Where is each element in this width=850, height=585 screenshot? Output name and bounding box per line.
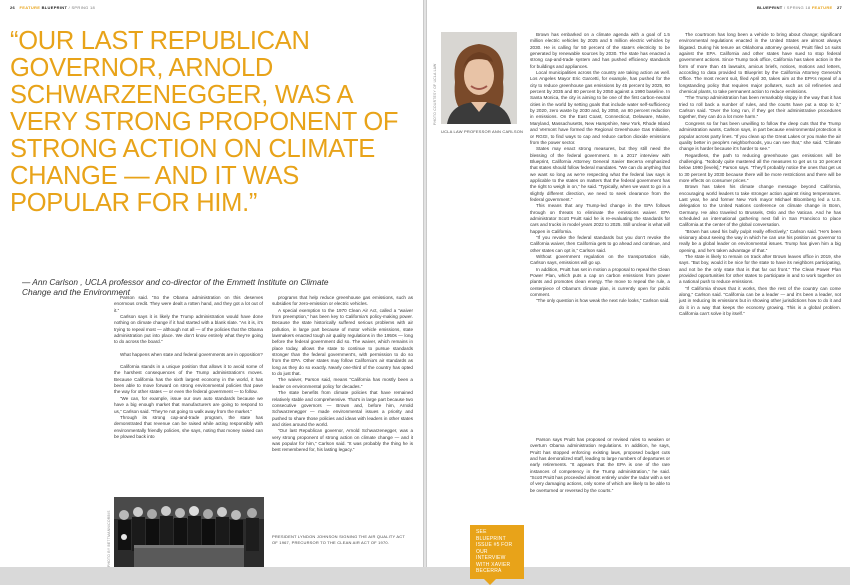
lbj-signing-photo <box>114 497 264 567</box>
body-paragraph: The courtroom has long been a vehicle to bring about change; significant environmental regulations enacted in the United States are almost always litigated. During his tenure as Oklahoma attorney general, Pruitt filed 14 suits against the EPA. California and other states have sued to stop federal government actions. Since Trump took office, California has taken action in the form of more than 45 lawsuits, amicus briefs, notices, motions and letters, according to data provided to Blueprint by the California Attorney General’s Office. The most recent suit, filed April 30, takes aim at the EPA’s repeal of a longstanding policy that requires major polluters, such as oil refineries and chemical plants, to take permanent action to reduce emissions. <box>679 32 841 95</box>
right-column-1 <box>530 32 670 305</box>
right-column-1-bottom <box>530 437 670 494</box>
body-paragraph: Parson says Pruitt has proposed or revised rules to weaken or overturn Obama administration regulations. In addition, he says, Pruitt has stopped enforcing existing laws, proposed budget cuts and has demoralized staff, leading to large numbers of departures or early retirements. “It appears that the EPA is one of the rare instances of competency in the Trump administration,” he said. “Scott Pruitt has proceeded almost entirely under the radar with a set of very damaging actions, only some of which are likely to be able to be overturned or reversed by the courts.” <box>530 437 670 493</box>
left-page <box>0 0 423 567</box>
right-publication-name: BLUEPRINT <box>756 5 783 10</box>
body-paragraph: A special exemption to the 1970 Clean Air Act, called a “waiver from preemption,” has been key to California’s policy-making power. Because the state historically suffered serious problems with air pollution, in large part because of motor vehicle emissions, state lawmakers enacted tough air quality regulations in the 1950s — long before the federal government did so. The waiver, which remains in place today, allows the state to continue to pursue standards stronger than the federal government’s, with permission to do so from the EPA. Other states may follow California’s air standards as long as they do so exactly. Nearly one-third of the country has opted to do just that. <box>272 307 413 377</box>
body-paragraph: “The only question is how weak the next rule looks,” Carlson said. <box>536 298 670 304</box>
body-paragraph: Parson said. “So the Obama administration on this deserves enormous credit. They were dealt a rotten hand, and they got a lot out of it.” <box>114 295 263 313</box>
lbj-photo-credit: PHOTO BY BETTMANN/CORBIS <box>107 510 111 567</box>
body-paragraph: “Our last Republican governor, Arnold Schwarzenegger, was a very strong proponent of strong action on climate change — and it was popular for him,” Carlson said. “It was probably the thing he is best remembered for, his lasting legacy.” <box>272 428 413 453</box>
body-paragraph: Brown has taken his climate change message beyond California, encouraging world leaders to take stronger action against rising temperatures. Last year, he and former New York mayor Michael Bloomberg led a U.S. delegation to the United Nations conference on climate change in Bonn, Germany. He also traveled to Brussels, Oslo and the Vatican. And he has scheduled an international gathering next fall in San Francisco to place California at the center of the global conversation. <box>679 184 841 228</box>
body-paragraph: This means that any Trump-led change in the EPA follows through on threats to eliminate the emissions waiver. EPA administrator Scott Pruitt said he is re-evaluating the standards for cars and trucks in model years 2022 to 2025. Still unclear is what will happen in California. <box>530 203 670 234</box>
body-paragraph: “Brown has used his bully pulpit really effectively,” Carlson said. “He’s been visionary about seeing the way in which he can use his position as governor to really be a global leader on environmental issues. Trump has given him a big opening, and he’s taken advantage of that.” <box>679 228 841 253</box>
body-paragraph: What happens when state and federal governments are in opposition? <box>120 351 263 357</box>
body-paragraph: “We can, for example, issue our own auto standards because we have a big enough market that manufacturers are going to respond to us,” Carlson said. “They’re not going to walk away from the market.” <box>114 395 263 414</box>
body-paragraph: In addition, Pruitt has set in motion a proposal to repeal the Clean Power Plan, which puts a cap on carbon emissions from power plants and promotes clean energy. The move to repeal the rule, a centerpiece of Obama’s climate plan, is currently open for public comment. <box>530 266 670 298</box>
left-issue-label: / SPRING 18 <box>68 5 96 10</box>
body-paragraph: Regardless, the path to reducing greenhouse gas emissions will be challenging. “Nobody quite mastered all the measures to get us to 10 percent below 1990 [levels],” Parson says. “They’ll probably notice the ones that get us to 30 percent by 2030 because there will be more restrictions and there will be more effects on consumer prices.” <box>679 152 841 183</box>
body-paragraph: The waiver, Parson said, means “California has mostly been a leader on environmental policy for decades.” <box>272 377 413 389</box>
body-paragraph: The state benefits from climate policies that have remained relatively stable and comprehensive. That’s in large part because two consecutive governors — Brown and, before him, Arnold Schwarzenegger — made environmental issues a priority and pushed to share those policies and ideas with leaders in other states and cities around the world. <box>272 390 413 427</box>
portrait-illustration <box>441 32 517 124</box>
body-paragraph: Brown has embarked on a climate agenda with a goal of 1.5 million electric vehicles by 2025 and 5 million electric vehicles by 2030. He is calling for 50 percent of the state’s electricity to be generated by renewable sources by 2030. The state has enacted a strong cap-and-trade system and has pushed efficiency standards for buildings and appliances. <box>530 32 670 69</box>
body-paragraph: programs that help reduce greenhouse gas emissions, such as subsidies for zero-emission or electric vehicles. <box>272 295 413 307</box>
left-page-number: 26 <box>10 5 16 10</box>
left-running-header <box>10 5 95 10</box>
left-column-2 <box>272 295 413 454</box>
body-paragraph: Without government regulation on the transportation side, Carlson says, emissions will go up. <box>530 254 670 266</box>
body-paragraph: “The Trump administration has been remarkably sloppy in the way that it has tried to roll back a number of rules, and the courts have put a stop to it,” Carlson said. “Over the long run, if they get their administrative procedures together, they can do a lot more harm.” <box>679 95 841 120</box>
body-paragraph: The state is likely to remain on track after Brown leaves office in 2019, she says. “But boy, would it be nice for the state to have its neighbors participating, and not be the only state that is that far out front.” The Clean Power Plan provided opportunities for other states to participate in and to work together on a national push to reduce emissions. <box>679 254 841 285</box>
right-page-number: 27 <box>836 5 842 10</box>
lbj-photo-caption: PRESIDENT LYNDON JOHNSON SIGNING THE AIR QUALITY ACT OF 1967, PRECURSOR TO THE CLEAN AIR ACT OF 1970. <box>272 534 405 545</box>
body-paragraph: Congress so far has been unwilling to follow the deep cuts that the Trump administration wants, Carlson says, in part because environmental protection is popular across party lines. “If you clean up the Great Lakes or you make the air quality better in people’s neighborhoods, you can see that,” she said. “Climate change is harder because it’s harder to see.” <box>679 120 841 152</box>
ann-carlson-portrait <box>441 32 517 124</box>
body-paragraph: Local municipalities across the country are taking action as well. Los Angeles Mayor Eric Garcetti, for example, has pushed for the city to reduce greenhouse gas emissions by 45 percent by 2025, 60 percent by 2035 and 80 percent by 2050 against a 1990 baseline. In Santa Monica, the city is aiming to be one of the first carbon-neutral cities in the world by setting goals that include water self-sufficiency by 2020, zero waste by 2030 and, by 2050, an 80 percent reduction in emissions. On the East Coast, Connecticut, Delaware, Maine, Maryland, Massachusetts, New Hampshire, New York, Rhode Island and Vermont have formed the Regional Greenhouse Gas Initiative, or RGGI, to find ways to cap and reduce carbon dioxide emissions from the power sector. <box>530 70 670 145</box>
right-running-header <box>757 5 842 10</box>
left-publication-name: BLUEPRINT <box>41 5 68 10</box>
right-issue-label: / SPRING 18 <box>783 5 811 10</box>
body-paragraph: Carlson says it is likely the Trump administration would have done nothing on climate change if it had started with a blank slate. “As it is, it’s trying to repeal most — although not all — of the policies that the Obama administration put into place. We don’t know entirely what they’re going to do across the board.” <box>114 314 263 345</box>
pull-quote: “OUR LAST REPUBLICAN GOVERNOR, ARNOLD SCHWARZENEGGER, WAS A VERY STRONG PROPONENT OF STRONG ACTION ON CLIMATE CHANGE — AND IT WAS POPULAR FOR HIM.” <box>10 27 399 217</box>
body-paragraph: Through its strong cap-and-trade program, the state has demonstrated that revenue can be raised while acting responsibly with environmentally friendly policies, she says, noting that money raised can be plowed back into <box>114 414 263 439</box>
right-section-label: FEATURE <box>811 5 833 10</box>
body-paragraph: California stands in a unique position that allows it to avoid some of the harshest consequences of the Trump administration’s moves. Because California has the sixth largest economy in the world, it has been able to move forward on strong environmental policies that pave the way for other states — or even the federal government — to follow. <box>114 364 263 395</box>
portrait-caption: UCLA LAW PROFESSOR ANN CARLSON <box>441 129 524 134</box>
blueprint-callout-box: SEE BLUEPRINT ISSUE #5 FOR OUR INTERVIEW WITH XAVIER BECERRA <box>470 525 524 579</box>
portrait-credit: PHOTO COURTESY OF UCLA LAW <box>433 63 437 125</box>
lbj-photo-illustration <box>114 497 264 567</box>
left-section-label: FEATURE <box>19 5 41 10</box>
left-column-1 <box>114 295 263 440</box>
right-column-2 <box>679 32 841 317</box>
body-paragraph: “If you revoke the federal standards but you don’t revoke the California waiver, then California gets to go ahead and continue, and other states can opt in,” Carlson said. <box>530 235 670 253</box>
body-paragraph: “If California shows that it works, then the rest of the country can come along,” Carlson said. “California can be a leader — and it’s been a leader, not just in reducing its emissions but in showing other jurisdictions how to do it and do it in a way that keeps the economy growing. This is a global problem. California can’t solve it by itself.” <box>679 285 841 317</box>
right-page <box>427 0 850 574</box>
body-paragraph: States may enact strong measures, but they still need the blessing of the federal government. In a 2017 interview with Blueprint, California Attorney General Xavier Becerra emphasized that states should follow federal mandates. “We can do anything that we want so long as we’re respecting what the federal law says is applicable to the states on matters that the federal government has the right to weigh in on,” he said. “Typically, when we want to go in a slightly different direction, we need to seek clearance from the federal government.” <box>530 146 670 202</box>
pull-quote-attribution: — Ann Carlson , UCLA professor and co-director of the Emmett Institute on Climate Change and the Environment <box>22 277 329 297</box>
